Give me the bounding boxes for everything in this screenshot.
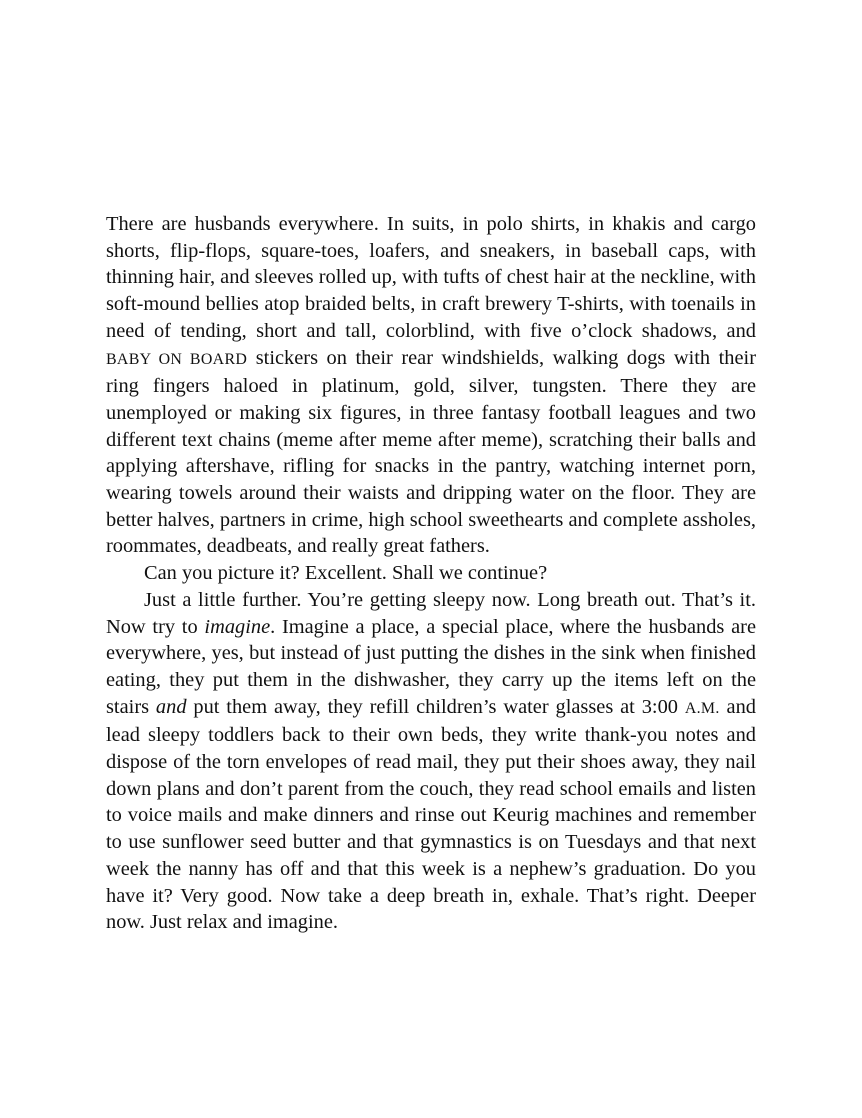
paragraph-1-text-end: stickers on their rear windshields, walking dogs with their ring fingers haloed in platinum, gold, silver, tungsten. There they are unemployed or making six figures, in three fantasy football leagues and two different text chains (meme after meme after meme), scratching their balls and applying aftershave, rifling for snacks in the pantry, watching internet porn, wearing towels around their waists and dripping water on the floor. They are better halves, partners in crime, high school sweethearts and complete assholes, roommates, deadbeats, and really great fathers. xyxy=(106,346,756,558)
body-text xyxy=(106,211,756,936)
paragraph-3-text-3: put them away, they refill children’s water glasses at 3:00 xyxy=(186,695,685,718)
paragraph-3-text-2: . Imagine a place, a special place, where the husbands are everywhere, yes, but instead of just putting the dishes in the sink when finished eating, they put them in the dishwasher, they carry up the items left on the stairs xyxy=(106,615,756,718)
italic-word-imagine: imagine xyxy=(204,615,271,638)
small-caps-am: A.M. xyxy=(684,699,720,717)
paragraph-3-text-4: and lead sleepy toddlers back to their own beds, they write thank-you notes and dispose of the torn envelopes of read mail, they put their shoes away, they nail down plans and don’t parent from the couch, they read school emails and listen to voice mails and make dinners and rinse out Keurig machines and remember to use sunflower seed butter and that gymnastics is on Tuesdays and that next week the nanny has off and that this week is a nephew’s graduation. Do you have it? Very good. Now take a deep breath in, exhale. That’s right. Deeper now. Just relax and imagine. xyxy=(106,695,756,934)
italic-word-and: and xyxy=(155,695,187,718)
paragraph-2 xyxy=(106,560,756,587)
paragraph-3-text-1: Just a little further. You’re getting sleepy now. Long breath out. That’s it. Now try to xyxy=(106,588,756,638)
small-caps-phrase: BABY ON BOARD xyxy=(106,350,248,368)
paragraph-1 xyxy=(106,211,756,560)
paragraph-1-text-start: There are husbands everywhere. In suits, in polo shirts, in khakis and cargo shorts, flip-flops, square-toes, loafers, and sneakers, in baseball caps, with thinning hair, and sleeves rolled up, with tufts of chest hair at the neckline, with soft-mound bellies atop braided belts, in craft brewery T-shirts, with toenails in need of tending, short and tall, colorblind, with five o’clock shadows, and xyxy=(106,213,756,342)
paragraph-3 xyxy=(106,587,756,936)
paragraph-2-text: Can you picture it? Excellent. Shall we continue? xyxy=(144,562,548,585)
